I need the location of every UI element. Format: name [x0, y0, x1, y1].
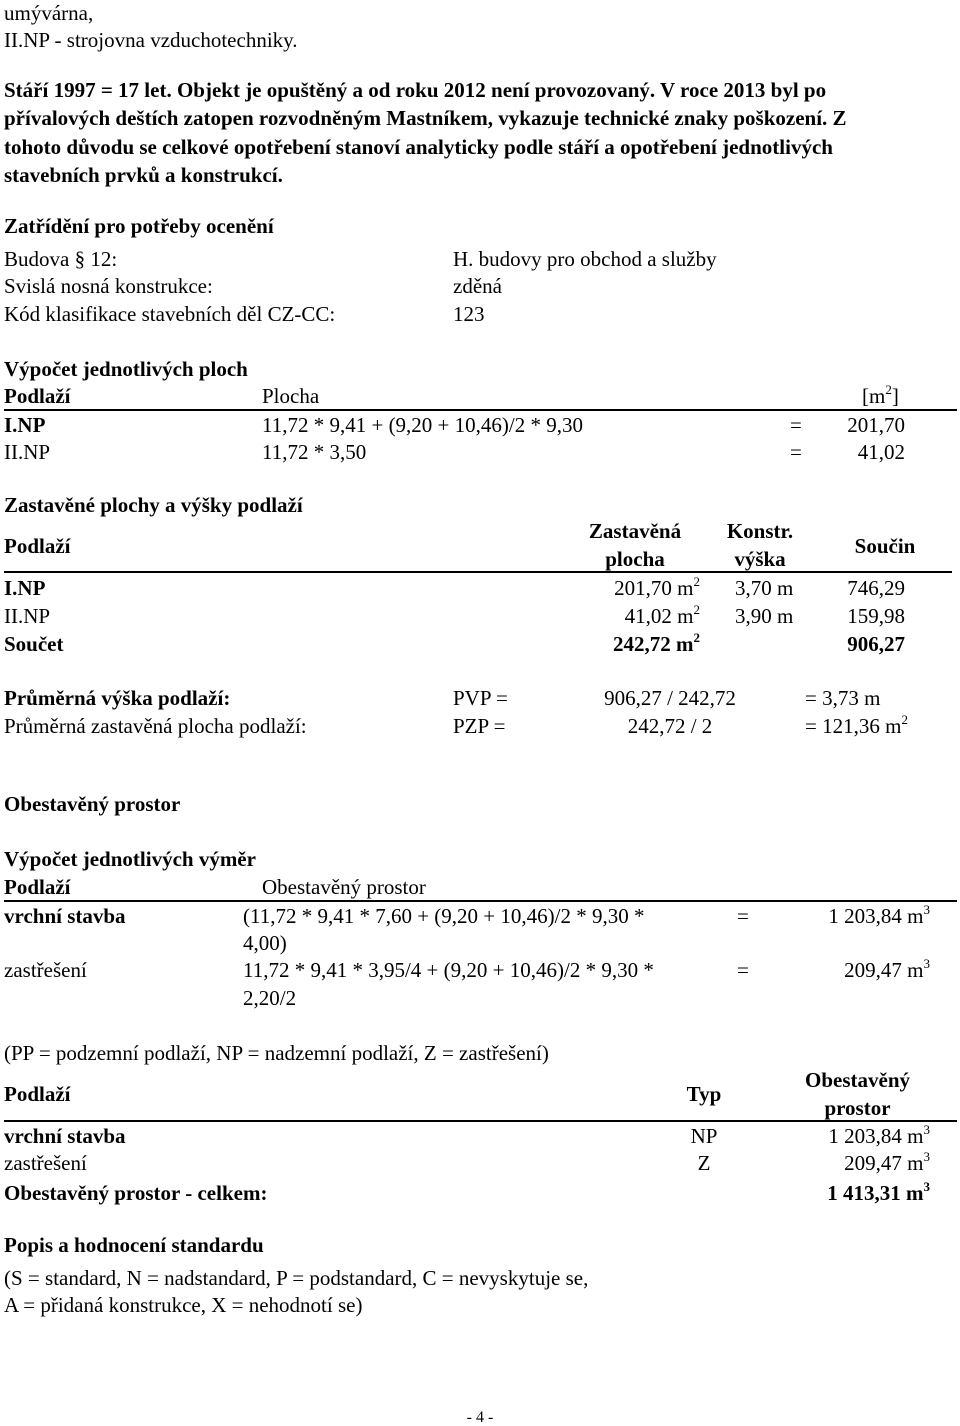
summary-row-2-name: zastřešení — [4, 1151, 87, 1175]
volume-row-1-name: vrchní stavba — [4, 904, 126, 928]
built-sum-label: Součet — [4, 632, 64, 656]
summary-total-value-sup: 3 — [923, 1179, 930, 1194]
areas-header-rule — [4, 409, 957, 411]
summary-row-1-type: NP — [690, 1124, 718, 1148]
built-row-2-area-sup: 2 — [693, 602, 700, 617]
pzp-result — [805, 712, 908, 738]
summary-row-2-value — [770, 1149, 930, 1175]
summary-row-2-type: Z — [697, 1151, 711, 1175]
summary-col-volume-line-1: Obestavěný — [805, 1068, 910, 1092]
volume-row-2-eq: = — [737, 958, 749, 982]
volume-col-floor: Podlaží — [4, 875, 71, 899]
areas-row-2-formula: 11,72 * 3,50 — [262, 440, 367, 464]
built-col-area-line-1: Zastavěná — [588, 519, 682, 543]
pvp-result: = 3,73 m — [805, 686, 881, 710]
areas-row-2-result: 41,02 — [857, 440, 905, 464]
classification-value-building: H. budovy pro obchod a služby — [453, 247, 717, 271]
volume-row-2-name: zastřešení — [4, 958, 87, 982]
intro-line-1: umývárna, — [4, 1, 94, 25]
volume-row-1-formula-line-2: 4,00) — [243, 931, 287, 955]
built-row-1-product: 746,29 — [847, 576, 905, 600]
intro-paragraph-line-4: stavebních prvků a konstrukcí. — [4, 163, 283, 187]
intro-paragraph-line-3: tohoto důvodu se celkové opotřebení stanoví analyticky podle stáří a opotřebení jednotlivých — [4, 135, 833, 159]
volume-row-1-result-sup: 3 — [923, 902, 930, 917]
volume-col-volume: Obestavěný prostor — [262, 875, 426, 899]
volume-subheading: Výpočet jednotlivých výměr — [4, 847, 256, 871]
summary-total-value-text: 1 413,31 m — [827, 1181, 924, 1205]
areas-heading: Výpočet jednotlivých ploch — [4, 357, 248, 381]
pzp-result-value: = 121,36 m — [805, 714, 902, 738]
areas-row-1-floor: I.NP — [4, 413, 46, 437]
areas-unit-sup: 2 — [885, 382, 892, 397]
pzp-key: PZP = — [453, 714, 506, 738]
summary-row-1-value — [770, 1122, 930, 1148]
built-col-height-line-1: Konstr. — [726, 519, 794, 543]
volume-row-1-formula-line-1: (11,72 * 9,41 * 7,60 + (9,20 + 10,46)/2 * 9,30 * — [243, 904, 645, 928]
summary-row-2-value-text: 209,47 m — [844, 1151, 924, 1175]
volume-row-2-result — [770, 956, 930, 982]
built-row-1-area-sup: 2 — [693, 574, 700, 589]
areas-row-1-eq: = — [790, 413, 802, 437]
standard-heading: Popis a hodnocení standardu — [4, 1233, 264, 1257]
areas-unit-end: ] — [891, 384, 899, 408]
volume-row-1-result-value: 1 203,84 m — [828, 904, 924, 928]
built-row-1-height: 3,70 m — [735, 576, 794, 600]
pvp-formula: 906,27 / 242,72 — [604, 686, 736, 710]
intro-paragraph-line-2: přívalových deštích zatopen rozvodněným Mastníkem, vykazuje technické znaky poškození. Z — [4, 106, 847, 130]
volume-row-1-result — [770, 902, 930, 928]
summary-row-1-name: vrchní stavba — [4, 1124, 126, 1148]
built-row-1-area — [540, 574, 700, 600]
classification-label-building: Budova § 12: — [4, 247, 118, 271]
summary-col-type: Typ — [686, 1082, 722, 1106]
classification-value-structure: zděná — [453, 274, 502, 298]
volume-row-2-formula-line-2: 2,20/2 — [243, 986, 297, 1010]
built-header-rule — [4, 571, 952, 573]
areas-col-floor: Podlaží — [4, 384, 71, 408]
built-col-height-line-2: výška — [734, 547, 786, 571]
built-row-2-area — [540, 602, 700, 628]
built-row-1-area-value: 201,70 m — [614, 576, 694, 600]
summary-total-label: Obestavěný prostor - celkem: — [4, 1181, 268, 1205]
built-sum-area — [540, 630, 700, 656]
pzp-label: Průměrná zastavěná plocha podlaží: — [4, 714, 307, 738]
volume-row-2-result-sup: 3 — [923, 956, 930, 971]
intro-paragraph-line-1: Stáří 1997 = 17 let. Objekt je opuštěný a od roku 2012 není provozovaný. V roce 2013 byl po — [4, 78, 827, 102]
summary-row-1-value-sup: 3 — [923, 1122, 930, 1137]
built-sum-product: 906,27 — [847, 632, 905, 656]
page-number: - 4 - — [466, 1409, 494, 1426]
built-row-2-height: 3,90 m — [735, 604, 794, 628]
summary-col-floor: Podlaží — [4, 1082, 71, 1106]
standard-legend-line-2: A = přidaná konstrukce, X = nehodnotí se) — [4, 1293, 363, 1317]
summary-row-1-value-text: 1 203,84 m — [828, 1124, 924, 1148]
volume-row-2-formula-line-1: 11,72 * 9,41 * 3,95/4 + (9,20 + 10,46)/2 * 9,30 * — [243, 958, 654, 982]
volume-header-rule — [4, 900, 957, 902]
pvp-key: PVP = — [453, 686, 508, 710]
built-row-1-floor: I.NP — [4, 576, 46, 600]
summary-row-2-value-sup: 3 — [923, 1149, 930, 1164]
built-col-product: Součin — [854, 534, 916, 558]
classification-label-structure: Svislá nosná konstrukce: — [4, 274, 213, 298]
volume-row-1-eq: = — [737, 904, 749, 928]
classification-label-code: Kód klasifikace stavebních děl CZ-CC: — [4, 302, 336, 326]
pvp-label: Průměrná výška podlaží: — [4, 686, 231, 710]
built-row-2-product: 159,98 — [847, 604, 905, 628]
classification-value-code: 123 — [453, 302, 485, 326]
summary-total-value — [740, 1179, 930, 1205]
standard-legend-line-1: (S = standard, N = nadstandard, P = podstandard, C = nevyskytuje se, — [4, 1266, 589, 1290]
summary-col-volume-line-2: prostor — [824, 1096, 891, 1120]
areas-col-area: Plocha — [262, 384, 320, 408]
summary-header-rule — [4, 1120, 957, 1122]
volume-legend: (PP = podzemní podlaží, NP = nadzemní podlaží, Z = zastřešení) — [4, 1041, 549, 1065]
areas-row-2-eq: = — [790, 440, 802, 464]
areas-row-2-floor: II.NP — [4, 440, 51, 464]
pzp-result-sup: 2 — [901, 712, 908, 727]
areas-col-unit — [862, 382, 899, 408]
built-col-floor: Podlaží — [4, 534, 71, 558]
intro-line-2: II.NP - strojovna vzduchotechniky. — [4, 28, 298, 52]
areas-row-1-formula: 11,72 * 9,41 + (9,20 + 10,46)/2 * 9,30 — [262, 413, 583, 437]
built-sum-area-sup: 2 — [693, 630, 700, 645]
pzp-formula: 242,72 / 2 — [627, 714, 713, 738]
built-row-2-floor: II.NP — [4, 604, 51, 628]
volume-heading: Obestavěný prostor — [4, 792, 181, 816]
built-heading: Zastavěné plochy a výšky podlaží — [4, 493, 303, 517]
areas-row-1-result: 201,70 — [847, 413, 905, 437]
built-row-2-area-value: 41,02 m — [624, 604, 694, 628]
built-sum-area-value: 242,72 m — [613, 632, 694, 656]
built-col-area-line-2: plocha — [605, 547, 665, 571]
areas-unit-text: [m — [862, 384, 886, 408]
classification-heading: Zatřídění pro potřeby ocenění — [4, 214, 274, 238]
volume-row-2-result-value: 209,47 m — [844, 958, 924, 982]
